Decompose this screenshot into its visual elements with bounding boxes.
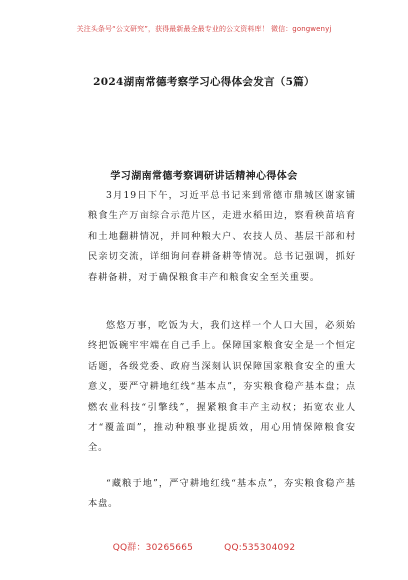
- document-title: 2024湖南常德考察学习心得体会发言（5篇）: [93, 76, 315, 88]
- body-paragraph-1: 3月19日下午，习近平总书记来到常德市鼎城区谢家铺粮食生产万亩综合示范片区，走进水稻田边，察看秧苗培育和土地翻耕情况，并同种粮大户、农技人员、基层干部和村民亲切交流，详细询问春耕备耕等情况。总书记强调，抓好春耕备耕，对于确保粮食丰产和粮食安全至关重要。: [88, 190, 356, 283]
- footer-qq-group: QQ群：30265665: [112, 543, 194, 553]
- body-paragraph-3: “藏粮于地”，严守耕地红线“基本点”，夯实粮食稳产基本盘。: [88, 478, 356, 510]
- body-paragraph-2: 悠悠万事，吃饭为大，我们这样一个人口大国，必须始终把饭碗牢牢端在自己手上。保障国家粮食安全是一个恒定话题，各级党委、政府当深刻认识保障国家粮食安全的重大意义，要严守耕地红线“基本点”，夯实粮食稳产基本盘；点燃农业科技“引擎线”，握紧粮食丰产主动权；拓宽农业人才“覆盖面”，推动种粮事业提质效，用心用情保障粮食安全。: [88, 320, 356, 454]
- footer-contact: [0, 540, 408, 553]
- section-heading: 学习湖南常德考察调研讲话精神心得体会: [110, 171, 298, 182]
- footer-qq-number: QQ:535304092: [224, 543, 296, 553]
- promo-banner: 关注头条号“公文研究”，获得最新最全最专业的公文资料库！ 微信：gongwenyj: [76, 25, 332, 33]
